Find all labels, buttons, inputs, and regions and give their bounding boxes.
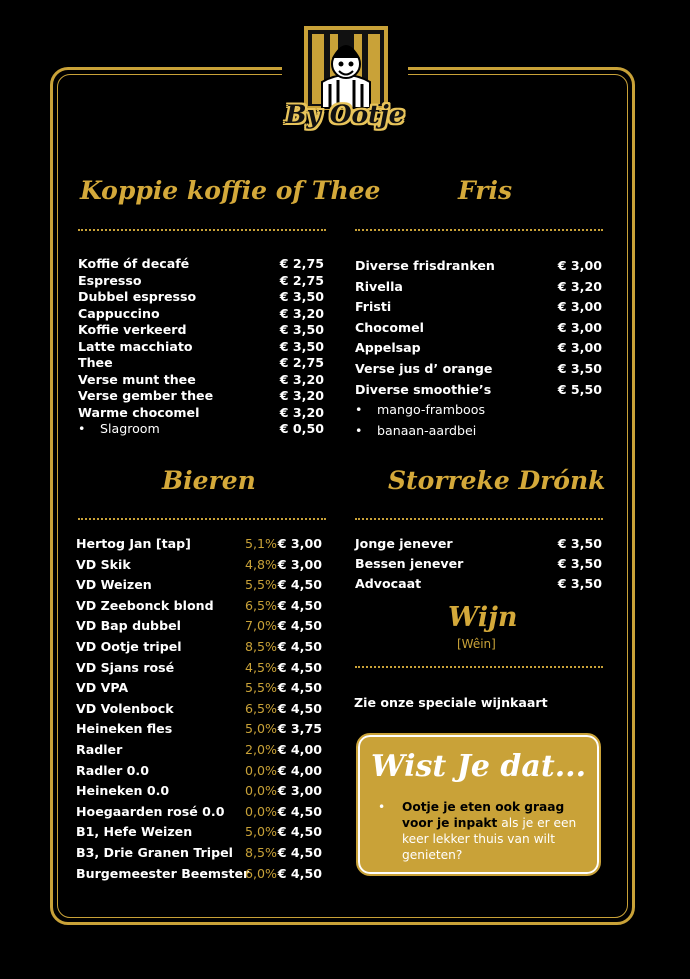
list-item: • Slagroom € 0,50 xyxy=(78,421,324,436)
table-row: Hoegaarden rosé 0.0 0,0% € 4,50 xyxy=(76,803,322,819)
table-row: VD Ootje tripel 8,5% € 4,50 xyxy=(76,638,322,654)
list-item: Cappuccino € 3,20 xyxy=(78,305,324,321)
brand-logo xyxy=(282,22,408,140)
list-item: Advocaat € 3,50 xyxy=(355,576,602,591)
bullet-icon: • xyxy=(355,422,363,438)
list-item: Diverse frisdranken € 3,00 xyxy=(355,258,602,273)
list-item: Appelsap € 3,00 xyxy=(355,340,602,356)
list-item: Thee € 2,75 xyxy=(78,355,324,370)
divider xyxy=(78,518,326,520)
brand-name: By Ootje xyxy=(285,100,405,129)
wist-bold: Ootje je eten ook graag voor je inpakt xyxy=(402,800,565,830)
list-item: Dubbel espresso € 3,50 xyxy=(78,289,324,304)
table-row: VD VPA 5,5% € 4,50 xyxy=(76,680,322,696)
list-item: Verse munt thee € 3,20 xyxy=(78,371,324,387)
list-item: Verse jus d’ orange € 3,50 xyxy=(355,360,602,376)
table-row: Heineken 0.0 0,0% € 3,00 xyxy=(76,783,322,799)
table-row: VD Sjans rosé 4,5% € 4,50 xyxy=(76,659,322,675)
wist-je-dat-box xyxy=(356,733,601,876)
table-row: Hertog Jan [tap] 5,1% € 3,00 xyxy=(76,536,322,551)
list-item: • banaan-aardbei xyxy=(355,421,602,442)
wist-rest: als je er een keer lekker thuis van wilt genieten? xyxy=(402,816,577,862)
bieren-list xyxy=(76,534,322,884)
list-item: Jonge jenever € 3,50 xyxy=(355,536,602,551)
list-item: Latte macchiato € 3,50 xyxy=(78,338,324,354)
table-row: Radler 2,0% € 4,00 xyxy=(76,741,322,757)
list-item: Koffie verkeerd € 3,50 xyxy=(78,322,324,337)
list-item: • mango-framboos xyxy=(355,400,602,421)
table-row: B3, Drie Granen Tripel 8,5% € 4,50 xyxy=(76,844,322,860)
table-row: VD Skik 4,8% € 3,00 xyxy=(76,556,322,572)
wijn-note: Zie onze speciale wijnkaart xyxy=(354,695,548,710)
bullet-icon: • xyxy=(78,421,86,436)
heading-koffie: Koppie koffie of Thee xyxy=(80,176,381,205)
heading-bieren: Bieren xyxy=(162,466,256,495)
table-row: VD Zeebonck blond 6,5% € 4,50 xyxy=(76,597,322,613)
table-row: VD Volenbock 6,5% € 4,50 xyxy=(76,700,322,716)
bullet-icon: • xyxy=(378,800,386,814)
wist-title: Wist Je dat... xyxy=(370,749,587,784)
list-item: Fristi € 3,00 xyxy=(355,299,602,315)
list-item: Chocomel € 3,00 xyxy=(355,319,602,335)
heading-fris: Fris xyxy=(458,176,513,205)
divider xyxy=(355,666,603,668)
table-row: Radler 0.0 0,0% € 4,00 xyxy=(76,762,322,778)
wist-body xyxy=(378,799,590,863)
table-row: VD Bap dubbel 7,0% € 4,50 xyxy=(76,618,322,634)
list-item: Diverse smoothie’s € 5,50 xyxy=(355,381,602,397)
heading-sterk: Storreke Drónk xyxy=(388,466,606,495)
table-row: VD Weizen 5,5% € 4,50 xyxy=(76,577,322,593)
list-item: Espresso € 2,75 xyxy=(78,272,324,288)
list-item: Rivella € 3,20 xyxy=(355,278,602,294)
list-item: Warme chocomel € 3,20 xyxy=(78,404,324,420)
table-row: B1, Hefe Weizen 5,0% € 4,50 xyxy=(76,824,322,840)
divider xyxy=(355,229,603,231)
list-item: Koffie óf decafé € 2,75 xyxy=(78,256,324,271)
list-item: Verse gember thee € 3,20 xyxy=(78,388,324,403)
heading-wijn: Wijn xyxy=(448,602,518,633)
sterk-list xyxy=(355,534,602,594)
koffie-list xyxy=(78,256,324,438)
table-row: Burgemeester Beemster 6,0% € 4,50 xyxy=(76,865,322,881)
fris-list xyxy=(355,256,602,441)
wijn-subtitle: [Wêin] xyxy=(457,637,496,651)
bullet-icon: • xyxy=(355,402,363,418)
divider xyxy=(78,229,326,231)
divider xyxy=(355,518,603,520)
list-item: Bessen jenever € 3,50 xyxy=(355,556,602,571)
table-row: Heineken fles 5,0% € 3,75 xyxy=(76,721,322,737)
